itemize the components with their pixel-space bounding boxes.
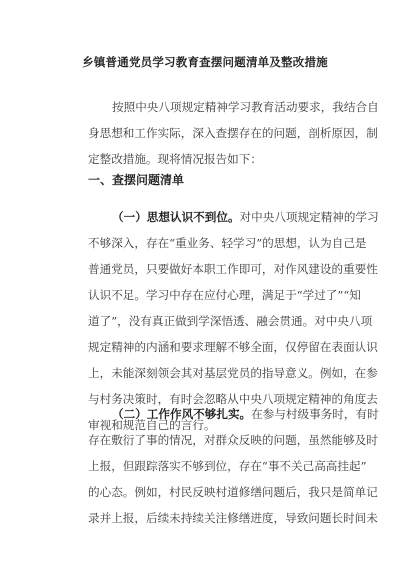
item-line: 认识不足。学习中存在应付心理，满足于“学过了”“知 [88, 288, 361, 302]
item-line: 不够深入，存在“重业务、轻学习”的思想，认为自己是 [88, 236, 367, 250]
item-line: 的心态。例如，村民反映村道修缮问题后，我只是简单记 [88, 485, 378, 499]
intro-line: 定整改措施。现将情况报告如下： [88, 152, 262, 166]
item-line: 上报，但跟踪落实不够到位，存在“事不关己高高挂起” [88, 459, 367, 473]
item-line: 与村务决策时，有时会忽略从中央八项规定精神的角度去 [88, 392, 378, 406]
item-line: 规定精神的内涵和要求理解不够全面，仅停留在表面认识 [88, 340, 378, 354]
item-first-line [88, 401, 379, 427]
item-first-line-text: 对中央八项规定精神的学习 [239, 210, 379, 224]
item-line: 录并上报，后续未持续关注修缮进度，导致问题长时间未 [88, 511, 378, 525]
item-line: 道了”，没有真正做到学深悟透、融会贯通。对中央八项 [88, 314, 373, 328]
item-lead: （一）思想认识不到位。 [112, 210, 240, 224]
item-first-line-text: 在参与村级事务时，有时 [251, 407, 379, 421]
intro-line: 按照中央八项规定精神学习教育活动要求，我结合自 [112, 100, 379, 114]
section-heading: 一、查摆问题清单 [88, 173, 185, 187]
item-line: 普通党员，只要做好本职工作即可，对作风建设的重要性 [88, 262, 378, 276]
item-line: 上，未能深刻领会其对基层党员的指导意义。例如，在参 [88, 366, 378, 380]
item-first-line [88, 204, 379, 230]
item-lead: （二）工作作风不够扎实。 [112, 407, 252, 421]
intro-paragraph [88, 94, 379, 172]
problem-item-2 [88, 401, 379, 531]
document-title: 乡镇普通党员学习教育查摆问题清单及整改措施 [82, 55, 328, 69]
item-line: 审视和规范自己的言行。 [88, 418, 216, 432]
intro-line: 身思想和工作实际，深入查摆存在的问题，剖析原因，制 [88, 126, 378, 140]
item-line: 存在敷衍了事的情况，对群众反映的问题，虽然能够及时 [88, 433, 378, 447]
